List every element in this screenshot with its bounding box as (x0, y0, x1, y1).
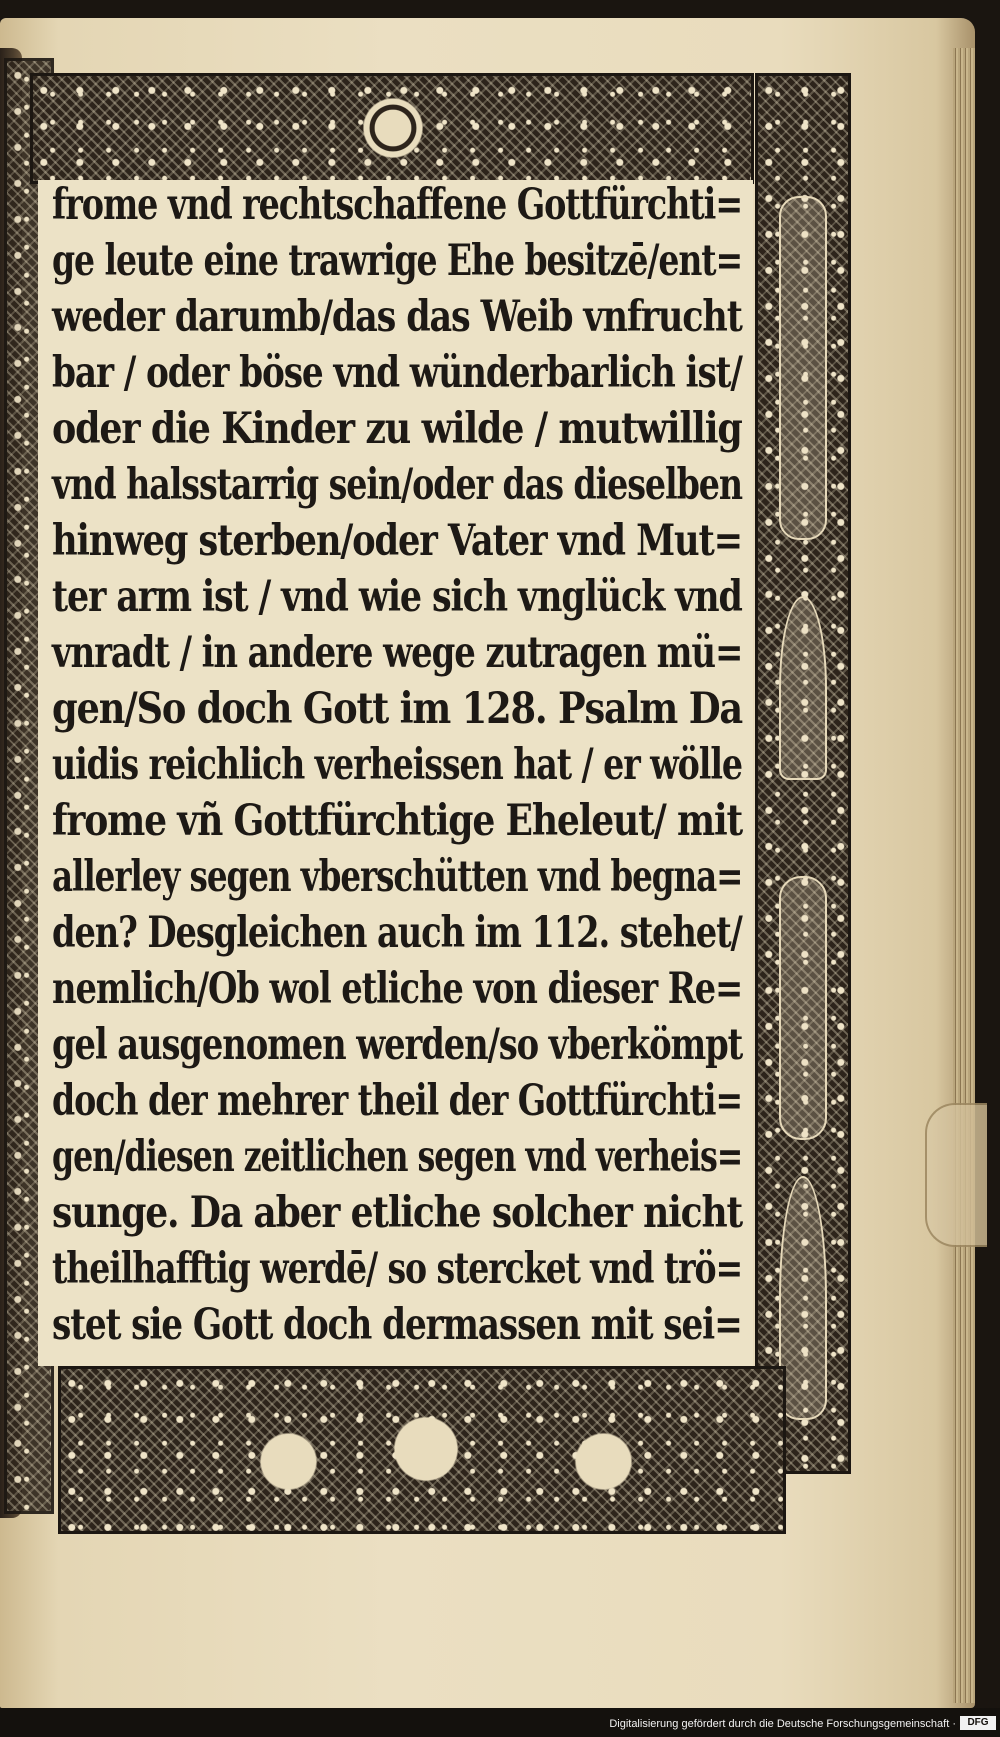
text-line: stet sie Gott doch dermassen mit sei= (52, 1300, 742, 1350)
text-block (38, 180, 753, 1366)
text-line: bar / oder böse vnd wünderbarlich ist/ (52, 348, 742, 398)
text-line: theilhafftig werdē/ so stercket vnd trö= (52, 1244, 743, 1294)
bottom-ornamental-border (58, 1366, 786, 1534)
text-line: nemlich/Ob wol etliche von dieser Re= (52, 964, 743, 1014)
text-line: gel ausgenomen werden/so vberkömpt (52, 1020, 743, 1070)
text-line: doch der mehrer theil der Gottfürchti= (52, 1076, 743, 1126)
text-line: vnd halsstarrig sein/oder das dieselben (52, 460, 743, 510)
page-edges (953, 48, 975, 1703)
column-grapes-ornament (779, 876, 827, 1140)
text-line: frome vnd rechtschaffene Gottfürchti= (52, 180, 743, 230)
right-ornamental-column (755, 73, 851, 1474)
text-line: ge leute eine trawrige Ehe besitzē/ent= (52, 236, 743, 286)
text-line: sunge. Da aber etliche solcher nicht (52, 1188, 742, 1238)
text-line: weder darumb/das das Weib vnfrucht (52, 292, 742, 342)
column-base-ornament (779, 1176, 827, 1420)
page-clip (925, 1103, 987, 1247)
text-line: ter arm ist / vnd wie sich vnglück vnd (52, 572, 742, 622)
text-line: hinweg sterben/oder Vater vnd Mut= (52, 516, 743, 566)
text-line: frome vñ Gottfürchtige Eheleut/ mit (52, 796, 743, 846)
text-line: vnradt / in andere wege zutragen mü= (52, 628, 743, 678)
rosette-ornament (333, 88, 453, 168)
top-ornamental-border (30, 73, 754, 184)
book-page (0, 18, 975, 1708)
digitization-credit: Digitalisierung gefördert durch die Deutsche Forschungsgemeinschaft · (609, 1718, 956, 1730)
putto-ornament (371, 1389, 481, 1509)
text-line: gen/diesen zeitlichen segen vnd verheis= (52, 1132, 743, 1182)
shell-ornament-left (251, 1414, 326, 1509)
text-line: den? Desgleichen auch im 112. stehet/ (52, 908, 742, 958)
column-vase-ornament (779, 596, 827, 780)
text-line: allerley segen vberschütten vnd begna= (52, 852, 743, 902)
shell-ornament-right (566, 1414, 641, 1509)
text-line: oder die Kinder zu wilde / mutwillig (52, 404, 742, 454)
column-shaft-ornament (779, 196, 827, 540)
dfg-logo: DFG (960, 1716, 996, 1730)
text-line: uidis reichlich verheissen hat / er wölle (52, 740, 742, 790)
text-line: gen/So doch Gott im 128. Psalm Da (52, 684, 743, 734)
